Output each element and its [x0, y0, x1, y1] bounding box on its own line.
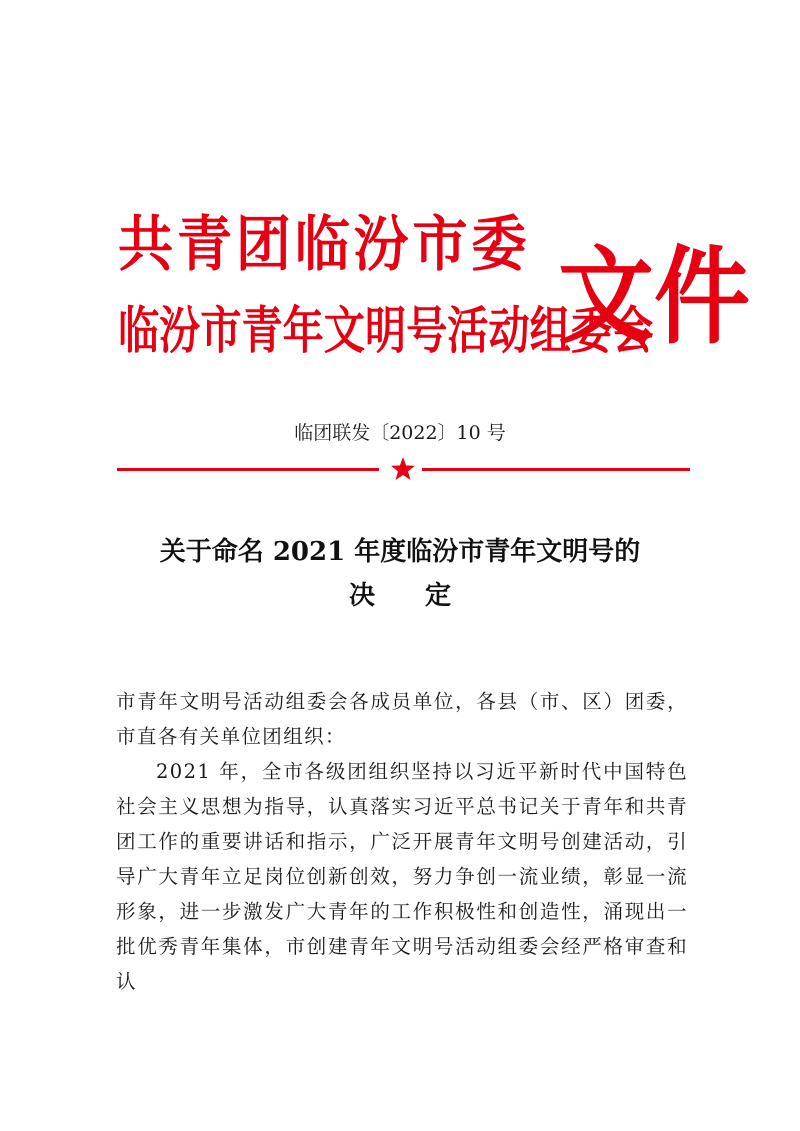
salutation: 市青年文明号活动组委会各成员单位，各县（市、区）团委，市直各有关单位团组织： [116, 690, 688, 748]
title-line-2: 决定 [348, 581, 501, 611]
issuer-line-1: 共青团临汾市委 [118, 210, 531, 280]
star-icon [390, 456, 416, 482]
title-line-1: 关于命名 2021 年度临汾市青年文明号的 [159, 537, 641, 567]
red-header [118, 205, 750, 365]
divider-line-right [422, 468, 690, 471]
divider-line-left [117, 468, 379, 471]
body-paragraph-1: 2021 年，全市各级团组织坚持以习近平新时代中国特色社会主义思想为指导，认真落实习近平总书记关于青年和共青团工作的重要讲话和指示，广泛开展青年文明号创建活动，引导广大青年立足岗位创新创效，努力争创一流业绩，彰显一流形象，进一步激发广大青年的工作积极性和创造性，涌现出一批优秀青年集体，市创建青年文明号活动组委会经严格审查和认 [116, 760, 688, 993]
document-word: 文件 [558, 234, 750, 359]
issuer-line-2: 临汾市青年文明号活动组委会 [118, 301, 654, 360]
document-body [116, 684, 688, 999]
document-title [0, 530, 800, 618]
red-divider [117, 456, 690, 482]
document-number: 临团联发〔2022〕10 号 [294, 422, 506, 444]
